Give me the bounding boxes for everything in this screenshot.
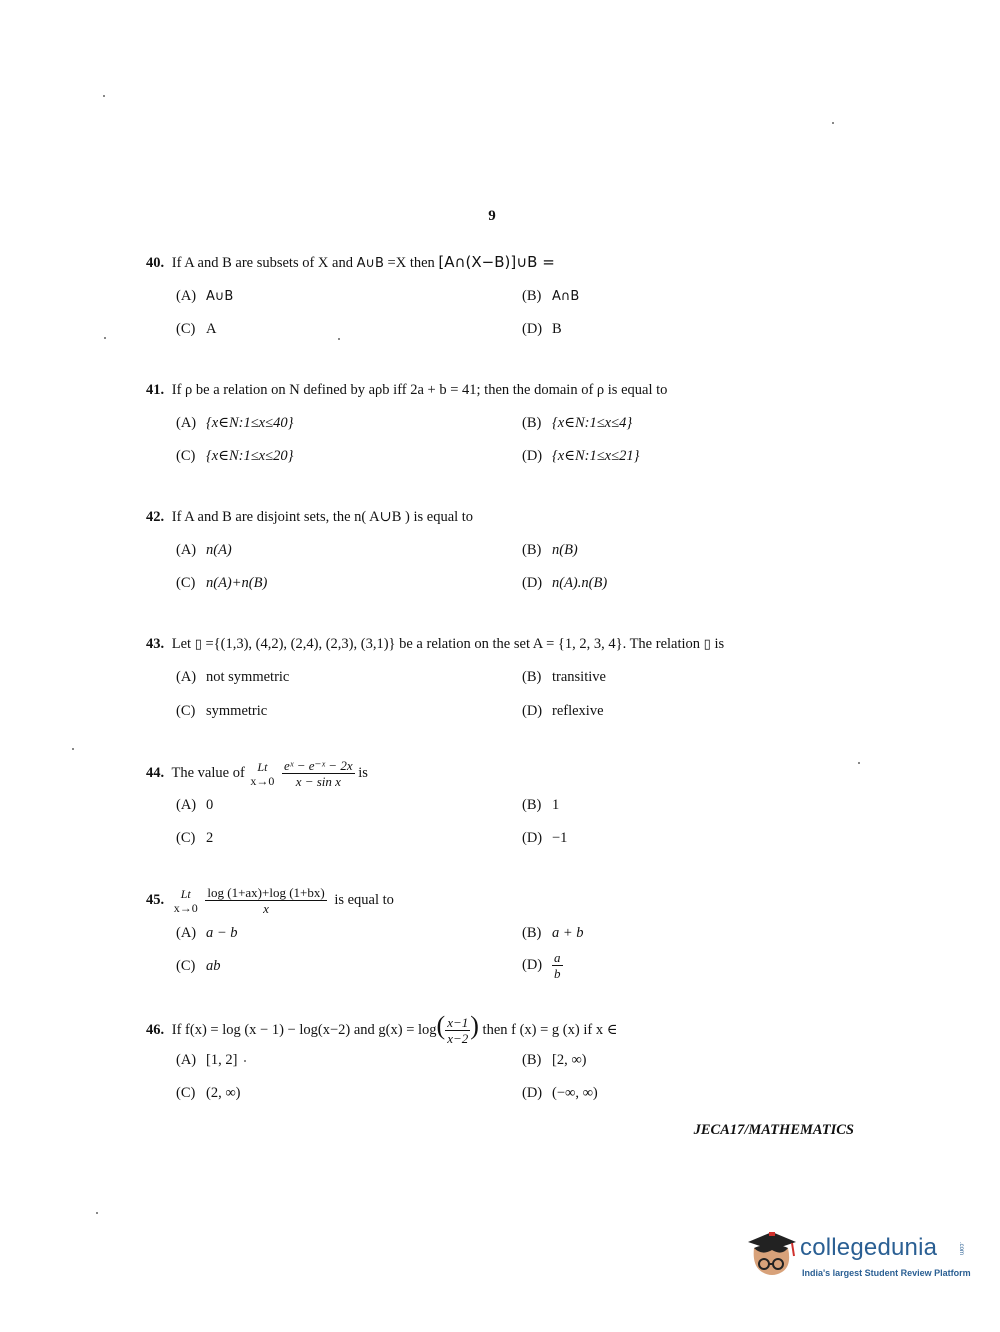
option-text: (2, ∞) — [206, 1085, 241, 1101]
question-stem-post: is equal to — [334, 892, 394, 908]
option-a — [176, 286, 233, 307]
option-text: (−∞, ∞) — [552, 1085, 598, 1101]
fraction-denominator: x−2 — [447, 1031, 469, 1047]
question-stem-post: then f (x) = g (x) if x ∈ — [482, 1022, 618, 1038]
limit-approach: x→0 — [250, 773, 275, 788]
limit-fraction — [282, 758, 355, 789]
option-text: n(A)+n(B) — [206, 575, 268, 591]
option-b — [522, 795, 559, 815]
option-text: reflexive — [552, 703, 604, 719]
fraction-numerator: x−1 — [447, 1015, 469, 1031]
option-c — [176, 573, 267, 593]
option-label: (C) — [176, 703, 196, 719]
option-label: (D) — [522, 1085, 543, 1101]
option-text: n(A).n(B) — [552, 575, 608, 591]
option-text: [1, 2] — [206, 1052, 238, 1068]
option-text: {x∈N:1≤x≤4} — [552, 415, 633, 431]
option-b — [522, 413, 632, 433]
scan-speck — [858, 762, 860, 764]
question-40 — [146, 250, 866, 337]
option-text: a − b — [206, 925, 238, 941]
limit-operator — [250, 760, 274, 788]
option-label: (C) — [176, 575, 196, 591]
question-stem: If f(x) = log (x − 1) − log(x−2) and g(x) = log — [171, 1022, 437, 1038]
question-stem-end: is — [710, 636, 725, 652]
option-a — [176, 795, 213, 815]
option-label: (C) — [176, 321, 196, 337]
option-d — [522, 446, 639, 466]
fraction-numerator: eˣ − e⁻ˣ − 2x — [284, 758, 353, 774]
option-text: transitive — [552, 669, 606, 685]
option-b — [522, 286, 579, 307]
option-b — [522, 1050, 587, 1070]
option-label: (B) — [522, 925, 542, 941]
question-stem: If A and B are subsets of X and — [171, 255, 357, 271]
option-text: {x∈N:1≤x≤20} — [206, 448, 294, 464]
option-label: (B) — [522, 797, 542, 813]
question-45 — [146, 880, 866, 982]
question-stem-mid: =X then — [383, 255, 439, 271]
option-label: (B) — [522, 1052, 542, 1068]
fraction-denominator: x − sin x — [295, 774, 341, 790]
question-stem-post: . The relation — [622, 636, 704, 652]
option-text: [2, ∞) — [552, 1052, 587, 1068]
question-number: 40. — [146, 255, 165, 271]
question-stem-post: is — [358, 765, 368, 781]
limit-operator — [174, 887, 198, 915]
limit-fraction — [205, 885, 326, 916]
option-d — [522, 701, 604, 721]
option-text: B — [552, 321, 562, 337]
scan-speck — [72, 748, 74, 750]
option-b — [522, 540, 578, 560]
question-number: 41. — [146, 382, 165, 398]
option-label: (D) — [522, 575, 543, 591]
option-text: n(A) — [206, 542, 232, 558]
option-label: (A) — [176, 1052, 197, 1068]
scan-speck — [104, 337, 106, 339]
option-text: A∪B — [206, 289, 234, 304]
option-d — [522, 948, 563, 982]
question-stem-mid: be a relation on the set A = — [395, 636, 558, 652]
set-expression: [A∩(X−B)]∪B = — [438, 253, 555, 271]
relation-symbol: ▯ — [194, 637, 202, 652]
option-text: symmetric — [206, 703, 268, 719]
question-stem: The value of — [171, 765, 245, 781]
option-label: (A) — [176, 415, 197, 431]
option-c — [176, 828, 213, 848]
relation-symbol: ▯ — [703, 637, 711, 652]
option-text: A — [206, 321, 217, 337]
option-label: (A) — [176, 542, 197, 558]
option-text: {x∈N:1≤x≤40} — [206, 415, 294, 431]
option-d — [522, 319, 562, 339]
scan-speck — [832, 122, 834, 124]
logo-wordmark: collegedunia — [800, 1234, 938, 1261]
question-43 — [146, 632, 866, 719]
option-label: (D) — [522, 448, 543, 464]
relation-set: ={(1,3), (4,2), (2,4), (2,3), (3,1)} — [201, 636, 396, 652]
scan-speck — [244, 1060, 246, 1062]
question-stem: Let — [171, 636, 195, 652]
option-text: A∩B — [552, 289, 580, 304]
option-text: −1 — [552, 830, 568, 846]
option-a — [176, 1050, 237, 1070]
option-d — [522, 1083, 598, 1103]
option-text: 0 — [206, 797, 214, 813]
option-d — [522, 573, 607, 593]
option-label: (B) — [522, 288, 542, 304]
question-number: 42. — [146, 509, 165, 525]
option-label: (D) — [522, 703, 543, 719]
option-label: (B) — [522, 669, 542, 685]
question-number: 43. — [146, 636, 165, 652]
option-label: (D) — [522, 321, 543, 337]
logo-suffix: .com — [958, 1242, 964, 1256]
option-c — [176, 701, 267, 721]
fraction-denominator: x — [263, 901, 269, 917]
question-44 — [146, 754, 866, 846]
option-c — [176, 446, 293, 466]
option-c — [176, 956, 221, 976]
option-text: a + b — [552, 925, 584, 941]
scan-speck — [338, 338, 340, 340]
log-fraction — [445, 1015, 470, 1046]
logo-tagline: India's largest Student Review Platform — [802, 1268, 971, 1278]
option-a — [176, 667, 289, 687]
question-stem: If ρ be a relation on N defined by aρb iff 2a + b = 41; then the domain of ρ is equal to — [171, 382, 668, 398]
option-a — [176, 413, 293, 433]
option-label: (D) — [522, 957, 543, 973]
option-label: (C) — [176, 958, 196, 974]
option-label: (A) — [176, 925, 197, 941]
limit-approach: x→0 — [173, 900, 198, 915]
fraction-numerator: a — [554, 950, 561, 966]
fraction-denominator: b — [554, 966, 561, 982]
paren-close: ) — [470, 1011, 479, 1040]
page-number: 9 — [488, 208, 496, 224]
option-text: n(B) — [552, 542, 578, 558]
question-42 — [146, 505, 866, 591]
option-text: ab — [206, 958, 221, 974]
limit-label: Lt — [180, 886, 191, 901]
fraction-numerator: log (1+ax)+log (1+bx) — [207, 885, 325, 901]
question-number: 46. — [146, 1022, 165, 1038]
paren-open: ( — [436, 1011, 446, 1040]
option-label: (A) — [176, 669, 197, 685]
scan-speck — [96, 1212, 98, 1214]
scan-speck — [103, 95, 105, 97]
option-label: (C) — [176, 1085, 196, 1101]
union-expr: A∪B — [356, 256, 384, 271]
question-number: 45. — [146, 892, 165, 908]
option-a — [176, 540, 232, 560]
option-label: (B) — [522, 542, 542, 558]
option-text: 1 — [552, 797, 560, 813]
option-text: 2 — [206, 830, 214, 846]
option-text: {x∈N:1≤x≤21} — [552, 448, 640, 464]
graduate-mascot-icon — [742, 1228, 798, 1284]
option-label: (C) — [176, 448, 196, 464]
question-stem: If A and B are disjoint sets, the n( A∪B ) is equal to — [171, 509, 474, 525]
option-fraction — [552, 950, 563, 981]
option-a — [176, 923, 238, 943]
question-number: 44. — [146, 765, 165, 781]
paper-code-footer: JECA17/MATHEMATICS — [693, 1122, 854, 1138]
option-d — [522, 828, 567, 848]
option-label: (A) — [176, 288, 197, 304]
collegedunia-logo[interactable] — [742, 1228, 972, 1284]
option-b — [522, 667, 606, 687]
option-label: (D) — [522, 830, 543, 846]
question-46 — [146, 1008, 866, 1101]
limit-label: Lt — [257, 759, 268, 774]
option-c — [176, 319, 216, 339]
option-label: (B) — [522, 415, 542, 431]
question-41 — [146, 378, 866, 464]
option-text: not symmetric — [206, 669, 290, 685]
option-label: (C) — [176, 830, 196, 846]
option-c — [176, 1083, 241, 1103]
option-b — [522, 923, 584, 943]
option-label: (A) — [176, 797, 197, 813]
domain-set: {1, 2, 3, 4} — [557, 636, 623, 652]
